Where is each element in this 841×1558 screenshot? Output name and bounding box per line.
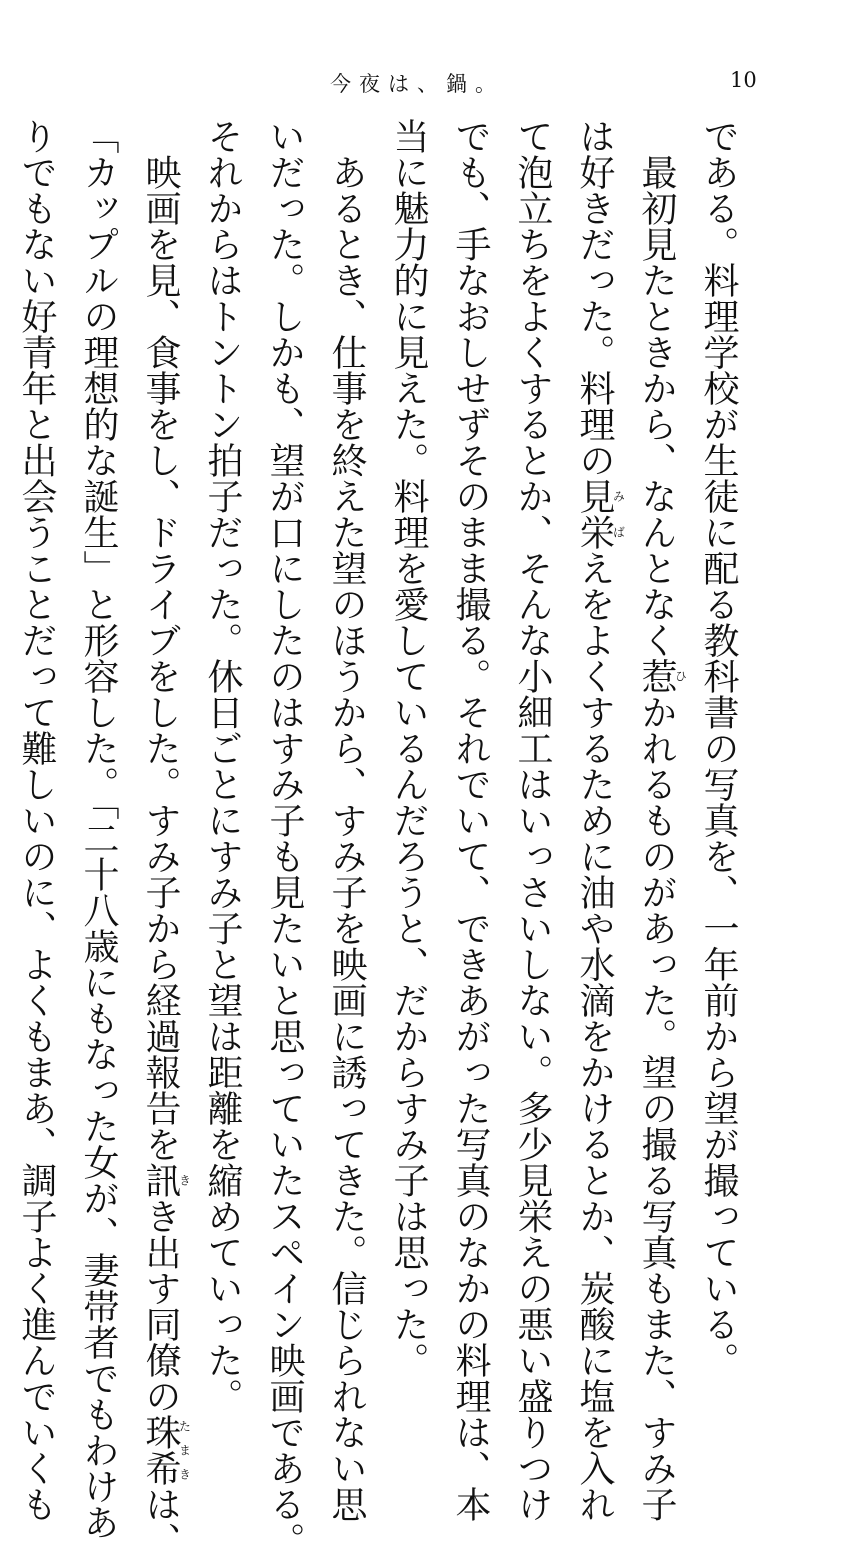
furigana-ruby: 惹ひ <box>636 658 688 694</box>
text-line: は好きだった。料理の見栄みばえをよくするために油や水滴をかけるとか、炭酸に塩を入れ <box>574 118 626 1522</box>
text-line: 最初見たときから、なんとなく惹ひかれるものがあった。望の撮る写真もまた、すみ子 <box>636 118 688 1522</box>
text-line: でも、手なおしせずそのまま撮る。それでいて、できあがった写真のなかの料理は、本 <box>450 118 491 1522</box>
text-line <box>0 118 5 1018</box>
furigana-ruby: 訊き <box>140 1162 192 1198</box>
text-line: 「カップルの理想的な誕生」と形容した。「二十八歳にもなった女が、妻帯者でもわけあ <box>78 118 119 1540</box>
text-line: 映画を見、食事をし、ドライブをした。すみ子から経過報告を訊きき出す同僚の珠希たまきは、 <box>140 118 192 1558</box>
running-title: 今夜は、鍋。 <box>330 72 504 96</box>
furigana-reading: ひ <box>673 658 688 694</box>
text-line: て泡立ちをよくするとか、そんな小細工はいっさいしない。多少見栄えの悪い盛りつけ <box>512 118 553 1522</box>
text-line: である。料理学校が生徒に配る教科書の写真を、一年前から望が撮っている。 <box>698 118 739 1378</box>
furigana-reading: き <box>177 1162 192 1198</box>
furigana-ruby: 珠希たまき <box>140 1414 192 1486</box>
text-line: あるとき、仕事を終えた望のほうから、すみ子を映画に誘ってきた。信じられない思 <box>326 118 367 1522</box>
text-line: 当に魅力的に見えた。料理を愛しているんだろうと、だからすみ子は思った。 <box>388 118 429 1378</box>
furigana-reading: みば <box>611 478 626 550</box>
furigana-reading: たまき <box>177 1414 192 1486</box>
body-text <box>0 118 749 1558</box>
text-line: りでもない好青年と出会うことだって難しいのに、よくもまあ、調子よく進んでいくも <box>16 118 57 1522</box>
page-number: 10 <box>730 68 757 92</box>
text-line: それからはトントン拍子だった。休日ごとにすみ子と望は距離を縮めていった。 <box>202 118 243 1414</box>
text-line: いだった。しかも、望が口にしたのはすみ子も見たいと思っていたスペイン映画である。 <box>264 118 305 1558</box>
page-header <box>0 68 841 98</box>
furigana-ruby: 見栄みば <box>574 478 626 550</box>
